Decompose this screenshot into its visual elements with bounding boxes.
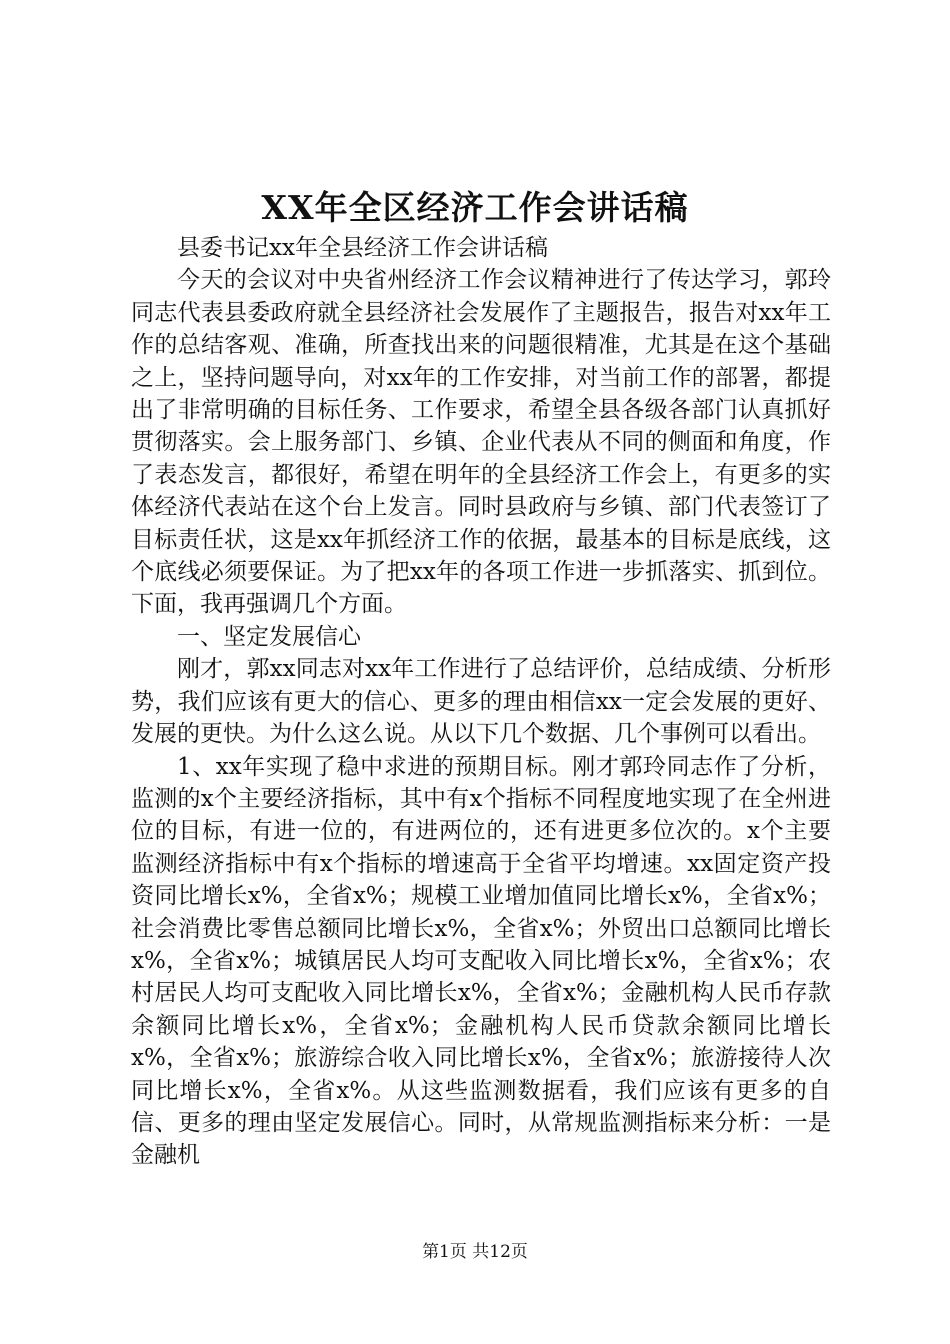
document-subtitle: 县委书记xx年全县经济工作会讲话稿 [177,235,548,261]
page-footer: 第1页 共12页 [422,1242,528,1262]
section-heading: 一、坚定发展信心 [177,623,361,650]
paragraph-indicators: 1、xx年实现了稳中求进的预期目标。刚才郭玲同志作了分析，监测的x个主要经济指标，其中有x个指标不同程度地实现了在全州进位的目标，有进一位的，有进两位的，还有进更多位次的。x个主要监测经济指标中有x个指标的增速高于全省平均增速。xx固定资产投资同比增长x%，全省x%；规模工业增加值同比增长x%，全省x%；社会消费比零售总额同比增长x%，全省x%；外贸出口总额同比增长x%，全省x%；城镇居民人均可支配收入同比增长x%，全省x%；农村居民人均可支配收入同比增长x%，全省x%；金融机构人民币存款余额同比增长x%，全省x%；金融机构人民币贷款余额同比增长x%，全省x%；旅游综合收入同比增长x%，全省x%；旅游接待人次同比增长x%，全省x%。从这些监测数据看，我们应该有更多的自信、更多的理由坚定发展信心。同时，从常规监测指标来分析：一是金融机 [131,753,831,1169]
document-body [131,232,831,1172]
paragraph-confidence: 刚才，郭xx同志对xx年工作进行了总结评价，总结成绩、分析形势，我们应该有更大的信心、更多的理由相信xx一定会发展的更好、发展的更快。为什么这么说。从以下几个数据、几个事例可以看出。 [131,656,831,748]
document-title: XX年全区经济工作会讲话稿 [261,188,689,227]
paragraph-opening: 今天的会议对中央省州经济工作会议精神进行了传达学习，郭玲同志代表县委政府就全县经济社会发展作了主题报告，报告对xx年工作的总结客观、准确，所查找出来的问题很精准，尤其是在这个基础之上，坚持问题导向，对xx年的工作安排，对当前工作的部署，都提出了非常明确的目标任务、工作要求，希望全县各级各部门认真抓好贯彻落实。会上服务部门、乡镇、企业代表从不同的侧面和角度，作了表态发言，都很好，希望在明年的全县经济工作会上，有更多的实体经济代表站在这个台上发言。同时县政府与乡镇、部门代表签订了目标责任状，这是xx年抓经济工作的依据，最基本的目标是底线，这个底线必须要保证。为了把xx年的各项工作进一步抓落实、抓到位。下面，我再强调几个方面。 [131,267,831,618]
